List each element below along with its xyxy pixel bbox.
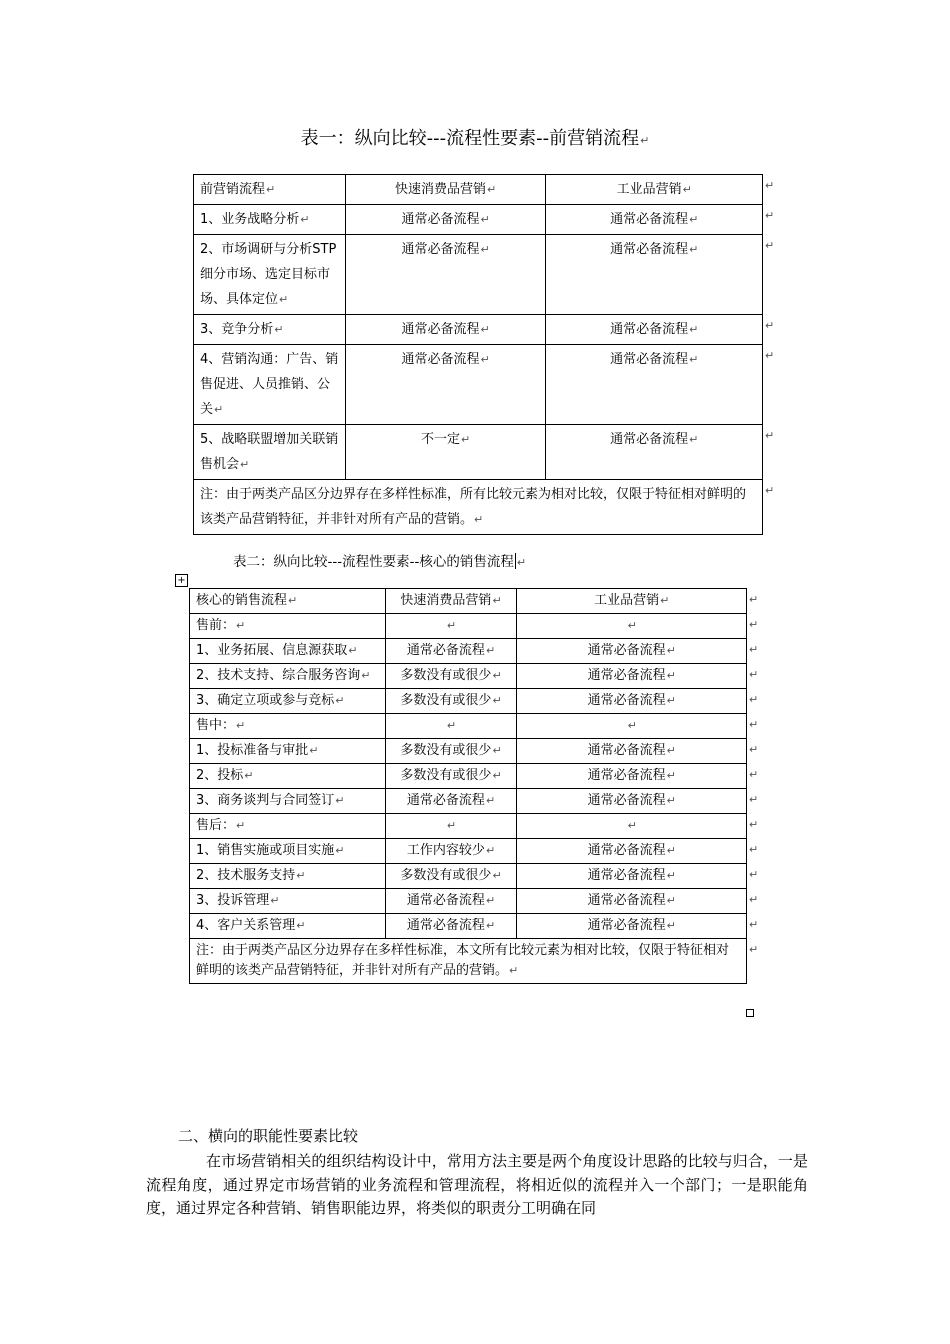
- cell-mark-icon: ↵: [689, 323, 699, 336]
- table-cell: [190, 764, 386, 789]
- table-resize-handle[interactable]: [746, 1009, 754, 1017]
- cell-text: 1、销售实施或项目实施: [196, 843, 335, 858]
- table-cell: [385, 689, 517, 714]
- table-cell: [190, 639, 386, 664]
- cell-text: 通常必备流程: [610, 322, 689, 337]
- cell-text: 2、技术支持、综合服务咨询: [196, 668, 361, 683]
- header-cell: [546, 175, 763, 205]
- cell-text: 1、业务战略分析: [200, 212, 300, 227]
- table-cell: [517, 639, 747, 664]
- cell-mark-icon: ↵: [666, 844, 676, 857]
- cell-text: 通常必备流程: [406, 918, 485, 933]
- row-end-mark-icon: ↵: [749, 592, 759, 606]
- row-end-mark-icon: ↵: [749, 617, 759, 631]
- cell-mark-icon: ↵: [689, 243, 699, 256]
- header-cell: [517, 589, 747, 614]
- cell-mark-icon: ↵: [627, 819, 637, 832]
- table-cell: [385, 889, 517, 914]
- note-cell: [190, 939, 747, 984]
- cell-text: 1、业务拓展、信息源获取: [196, 643, 348, 658]
- cell-text: 通常必备流程: [610, 352, 689, 367]
- cell-text: 4、营销沟通：广告、销售促进、人员推销、公关: [200, 352, 339, 417]
- cell-mark-icon: ↵: [244, 769, 254, 782]
- cell-mark-icon: ↵: [335, 694, 345, 707]
- row-end-mark-icon: ↵: [765, 483, 775, 497]
- cell-mark-icon: ↵: [236, 619, 246, 632]
- cell-text: 多数没有或很少: [400, 768, 492, 783]
- cell-text: 2、市场调研与分析STP细分市场、选定目标市场、具体定位: [200, 242, 337, 307]
- cell-text: 售前：: [196, 618, 236, 633]
- row-end-mark-icon: ↵: [749, 742, 759, 756]
- cell-mark-icon: ↵: [485, 794, 496, 807]
- table-cell: [385, 914, 517, 939]
- cell-text: 通常必备流程: [587, 793, 666, 808]
- cell-text: 通常必备流程: [406, 643, 485, 658]
- cell-mark-icon: ↵: [335, 844, 345, 857]
- cell-mark-icon: ↵: [689, 213, 699, 226]
- cell-text: 通常必备流程: [587, 843, 666, 858]
- table1: [193, 174, 763, 535]
- table-cell: [385, 814, 517, 839]
- cell-mark-icon: ↵: [240, 458, 250, 471]
- row-end-mark-icon: ↵: [765, 428, 775, 442]
- cell-text: 通常必备流程: [587, 868, 666, 883]
- table-cell: [190, 664, 386, 689]
- cell-mark-icon: ↵: [689, 433, 699, 446]
- note-text: 注：由于两类产品区分边界存在多样性标准，所有比较元素为相对比较，仅限于特征相对鲜明的该类产品营销特征，并非针对所有产品的营销。: [200, 487, 747, 527]
- table-cell: [190, 789, 386, 814]
- cell-text: 3、投诉管理: [196, 893, 270, 908]
- row-end-mark-icon: ↵: [749, 917, 759, 931]
- note-text: 注：由于两类产品区分边界存在多样性标准，本文所有比较元素为相对比较，仅限于特征相对鲜明的该类产品营销特征，并非针对所有产品的营销。: [196, 943, 730, 978]
- table-row: [190, 814, 747, 839]
- table2: [189, 588, 747, 984]
- cell-mark-icon: ↵: [296, 919, 306, 932]
- cell-text: 1、投标准备与审批: [196, 743, 309, 758]
- table-row: [194, 235, 763, 315]
- cell-text: 通常必备流程: [610, 432, 689, 447]
- header-label: 快速消费品营销: [400, 593, 492, 608]
- cell-mark-icon: ↵: [300, 213, 310, 226]
- table-row: [190, 864, 747, 889]
- header-label: 核心的销售流程: [196, 593, 288, 608]
- cell-mark-icon: ↵: [288, 594, 298, 607]
- table-cell: [194, 345, 346, 425]
- cell-mark-icon: ↵: [480, 323, 490, 336]
- table-cell: [194, 235, 346, 315]
- table-cell: [517, 889, 747, 914]
- cell-mark-icon: ↵: [666, 919, 676, 932]
- table-cell: [385, 664, 517, 689]
- cell-mark-icon: ↵: [485, 919, 496, 932]
- cell-text: 3、确定立项或参与竞标: [196, 693, 335, 708]
- table-cell: [190, 864, 386, 889]
- cell-mark-icon: ↵: [480, 353, 490, 366]
- header-row: [194, 175, 763, 205]
- cell-mark-icon: ↵: [666, 869, 676, 882]
- cell-mark-icon: ↵: [492, 769, 502, 782]
- cell-text: 2、技术服务支持: [196, 868, 296, 883]
- table-cell: [345, 345, 546, 425]
- row-end-mark-icon: ↵: [749, 892, 759, 906]
- table-row: [194, 345, 763, 425]
- cell-text: 多数没有或很少: [400, 743, 492, 758]
- table-cell: [190, 814, 386, 839]
- cell-text: 5、战略联盟增加关联销售机会: [200, 432, 339, 472]
- cell-mark-icon: ↵: [492, 694, 502, 707]
- cell-mark-icon: ↵: [666, 694, 676, 707]
- table-cell: [345, 235, 546, 315]
- cell-text: 通常必备流程: [587, 893, 666, 908]
- table-row: [190, 739, 747, 764]
- table-cell: [194, 425, 346, 480]
- cell-text: 2、投标: [196, 768, 244, 783]
- cell-mark-icon: ↵: [492, 744, 502, 757]
- table-cell: [517, 914, 747, 939]
- table-cell: [517, 864, 747, 889]
- cell-text: 不一定: [420, 432, 460, 447]
- table-cell: [190, 739, 386, 764]
- table-cell: [546, 235, 763, 315]
- header-cell: [345, 175, 546, 205]
- cell-mark-icon: ↵: [485, 894, 496, 907]
- row-end-mark-icon: ↵: [749, 817, 759, 831]
- cell-mark-icon: ↵: [682, 183, 692, 196]
- table-row: [190, 714, 747, 739]
- table-cell: [190, 614, 386, 639]
- cell-mark-icon: ↵: [492, 669, 502, 682]
- cell-text: 通常必备流程: [406, 793, 485, 808]
- table-cell: [385, 839, 517, 864]
- table-row: [190, 639, 747, 664]
- cell-mark-icon: ↵: [270, 894, 280, 907]
- header-cell: [190, 589, 386, 614]
- cell-text: 通常必备流程: [401, 352, 480, 367]
- table-cell: [345, 315, 546, 345]
- note-row: [190, 939, 747, 984]
- table-row: [190, 889, 747, 914]
- header-cell: [385, 589, 517, 614]
- header-row: [190, 589, 747, 614]
- cell-mark-icon: ↵: [480, 213, 490, 226]
- section-paragraph: 在市场营销相关的组织结构设计中，常用方法主要是两个角度设计思路的比较与归合，一是流程角度，通过界定市场营销的业务流程和管理流程，将相近似的流程并入一个部门；一是职能角度，通过界定各种营销、销售职能边界，将类似的职责分工明确在同: [146, 1152, 808, 1217]
- row-end-mark-icon: ↵: [765, 238, 775, 252]
- cell-text: 通常必备流程: [587, 693, 666, 708]
- cell-text: 通常必备流程: [587, 643, 666, 658]
- table-cell: [190, 889, 386, 914]
- table-cell: [517, 839, 747, 864]
- cell-mark-icon: ↵: [485, 844, 496, 857]
- row-end-mark-icon: ↵: [749, 767, 759, 781]
- cell-text: 通常必备流程: [587, 743, 666, 758]
- cell-text: 4、客户关系管理: [196, 918, 296, 933]
- table-cell: [385, 789, 517, 814]
- table1-title: 表一：纵向比较---流程性要素--前营销流程↵: [300, 128, 650, 149]
- cell-mark-icon: ↵: [492, 594, 502, 607]
- cell-text: 通常必备流程: [401, 212, 480, 227]
- cell-mark-icon: ↵: [666, 669, 676, 682]
- cell-text: 通常必备流程: [610, 242, 689, 257]
- table-cell: [385, 739, 517, 764]
- table-row: [190, 789, 747, 814]
- table2-title: 表二：纵向比较---流程性要素--核心的销售流程 ↵: [233, 554, 527, 570]
- row-end-mark-icon: ↵: [749, 942, 759, 956]
- cell-text: 售后：: [196, 818, 236, 833]
- table-cell: [517, 789, 747, 814]
- note-row: [194, 480, 763, 535]
- table-cell: [385, 714, 517, 739]
- cell-mark-icon: ↵: [274, 323, 284, 336]
- table-cell: [517, 714, 747, 739]
- cell-mark-icon: ↵: [666, 644, 676, 657]
- table-cell: [194, 205, 346, 235]
- cell-mark-icon: ↵: [309, 744, 319, 757]
- note-cell: [194, 480, 763, 535]
- cell-mark-icon: ↵: [666, 894, 676, 907]
- table-row: [190, 839, 747, 864]
- row-end-mark-icon: ↵: [749, 867, 759, 881]
- cell-text: 通常必备流程: [401, 242, 480, 257]
- cell-mark-icon: ↵: [214, 403, 224, 416]
- row-end-mark-icon: ↵: [749, 842, 759, 856]
- cell-mark-icon: ↵: [446, 619, 457, 632]
- table-cell: [385, 614, 517, 639]
- row-end-mark-icon: ↵: [749, 642, 759, 656]
- table-cell: [517, 814, 747, 839]
- cell-mark-icon: ↵: [627, 719, 637, 732]
- cell-text: 通常必备流程: [406, 893, 485, 908]
- cell-text: 通常必备流程: [587, 768, 666, 783]
- cell-text: 3、竞争分析: [200, 322, 274, 337]
- row-end-mark-icon: ↵: [749, 667, 759, 681]
- table-cell: [194, 315, 346, 345]
- table-row: [194, 205, 763, 235]
- row-end-mark-icon: ↵: [749, 717, 759, 731]
- cell-text: 多数没有或很少: [400, 668, 492, 683]
- table-row: [190, 614, 747, 639]
- header-label: 前营销流程: [200, 182, 266, 197]
- row-end-mark-icon: ↵: [765, 348, 775, 362]
- table-row: [194, 425, 763, 480]
- header-cell: [194, 175, 346, 205]
- cell-mark-icon: ↵: [660, 594, 670, 607]
- cell-mark-icon: ↵: [666, 794, 676, 807]
- cell-mark-icon: ↵: [236, 719, 246, 732]
- cell-mark-icon: ↵: [279, 293, 289, 306]
- cell-mark-icon: ↵: [266, 183, 276, 196]
- cell-mark-icon: ↵: [446, 819, 457, 832]
- table-cell: [546, 345, 763, 425]
- cell-mark-icon: ↵: [509, 964, 519, 977]
- cell-mark-icon: ↵: [236, 819, 246, 832]
- table-cell: [517, 739, 747, 764]
- table-cell: [517, 664, 747, 689]
- table-cell: [190, 914, 386, 939]
- table-row: [190, 764, 747, 789]
- header-label: 工业品营销: [594, 593, 660, 608]
- table-cell: [190, 689, 386, 714]
- row-end-mark-icon: ↵: [765, 178, 775, 192]
- cell-text: 通常必备流程: [587, 668, 666, 683]
- paragraph-mark-icon: ↵: [516, 556, 527, 569]
- cell-mark-icon: ↵: [480, 243, 490, 256]
- row-end-mark-icon: ↵: [749, 792, 759, 806]
- table-cell: [385, 864, 517, 889]
- cell-mark-icon: ↵: [460, 433, 471, 446]
- cell-text: 多数没有或很少: [400, 868, 492, 883]
- table-row: [190, 914, 747, 939]
- header-label: 快速消费品营销: [394, 182, 486, 197]
- table-cell: [517, 614, 747, 639]
- cell-text: 通常必备流程: [610, 212, 689, 227]
- text-cursor: [515, 553, 516, 569]
- cell-text: 通常必备流程: [401, 322, 480, 337]
- table-cell: [546, 205, 763, 235]
- cell-mark-icon: ↵: [474, 513, 484, 526]
- cell-mark-icon: ↵: [666, 769, 676, 782]
- cell-text: 工作内容较少: [406, 843, 485, 858]
- cell-mark-icon: ↵: [486, 183, 497, 196]
- table-cell: [546, 425, 763, 480]
- cell-mark-icon: ↵: [446, 719, 457, 732]
- cell-text: 通常必备流程: [587, 918, 666, 933]
- table-cell: [385, 639, 517, 664]
- cell-mark-icon: ↵: [485, 644, 496, 657]
- table-move-handle-icon[interactable]: +: [175, 574, 188, 587]
- row-end-mark-icon: ↵: [749, 692, 759, 706]
- cell-mark-icon: ↵: [689, 353, 699, 366]
- table-row: [190, 664, 747, 689]
- cell-mark-icon: ↵: [627, 619, 637, 632]
- cell-text: 多数没有或很少: [400, 693, 492, 708]
- cell-text: 3、商务谈判与合同签订: [196, 793, 335, 808]
- table-cell: [517, 764, 747, 789]
- table-cell: [345, 205, 546, 235]
- table-cell: [190, 839, 386, 864]
- section-heading: 二、横向的职能性要素比较: [178, 1127, 359, 1145]
- cell-mark-icon: ↵: [666, 744, 676, 757]
- table-cell: [345, 425, 546, 480]
- table-cell: [517, 689, 747, 714]
- paragraph-mark-icon: ↵: [640, 134, 650, 147]
- row-end-mark-icon: ↵: [765, 318, 775, 332]
- table-row: [190, 689, 747, 714]
- cell-mark-icon: ↵: [335, 794, 345, 807]
- cell-mark-icon: ↵: [296, 869, 306, 882]
- table-cell: [385, 764, 517, 789]
- row-end-mark-icon: ↵: [765, 208, 775, 222]
- cell-text: 售中：: [196, 718, 236, 733]
- cell-mark-icon: ↵: [361, 669, 371, 682]
- table-row: [194, 315, 763, 345]
- cell-mark-icon: ↵: [348, 644, 358, 657]
- cell-mark-icon: ↵: [492, 869, 502, 882]
- table-cell: [190, 714, 386, 739]
- table-cell: [546, 315, 763, 345]
- header-label: 工业品营销: [616, 182, 682, 197]
